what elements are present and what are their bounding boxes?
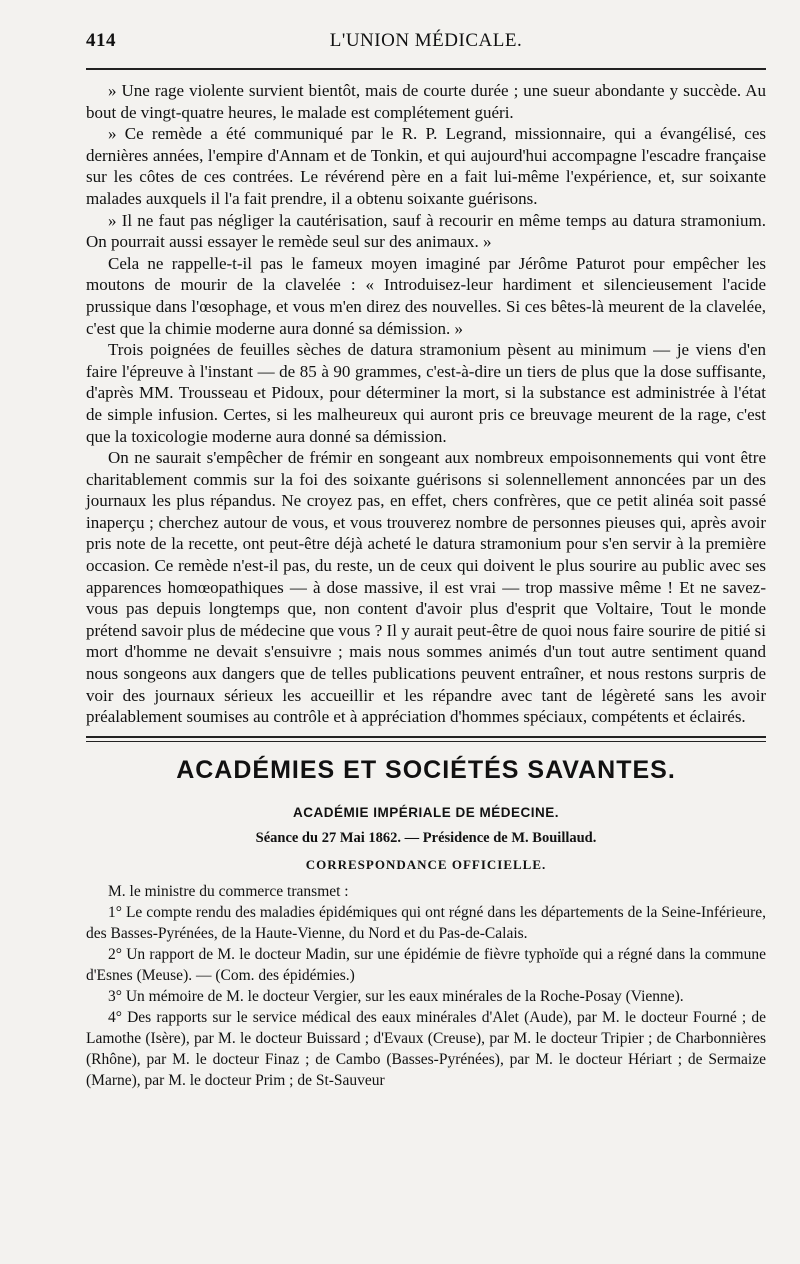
section-divider	[86, 736, 766, 742]
intro-line: M. le ministre du commerce transmet :	[108, 882, 349, 900]
list-item: 2° Un rapport de M. le docteur Madin, sur une épidémie de fièvre typhoïde qui a régné dans la commune d'Esnes (Meuse). — (Com. des épidémies.)	[86, 945, 766, 984]
list-item: 4° Des rapports sur le service médical des eaux minérales d'Alet (Aude), par M. le docteur Fourné ; de Lamothe (Isère), par M. le docteur Buissard ; d'Evaux (Creuse), par M. le docteur Tripier ; de Charbonnières (Rhône), par M. le docteur Finaz ; de Cambo (Basses-Pyrénées), par M. le docteur Hériart ; de Sermaize (Marne), par M. le docteur Prim ; de St-Sauveur	[86, 1008, 766, 1089]
list-item: 3° Un mémoire de M. le docteur Vergier, sur les eaux minérales de la Roche-Posay (Vienne).	[108, 987, 684, 1005]
header-rule	[86, 68, 766, 70]
paragraph: Cela ne rappelle-t-il pas le fameux moyen imaginé par Jérôme Paturot pour empêcher les moutons de mourir de la clavelée : « Introduisez-leur hardiment et silencieusement l'acide prussique dans l'œsophage, et vous m'en direz des nouvelles. Si ces bêtes-là meurent de la clavelée, c'est que la chimie moderne aura donné sa démission. »	[86, 253, 766, 338]
paragraph: Trois poignées de feuilles sèches de datura stramonium pèsent au minimum — je viens d'en faire l'épreuve à l'instant — de 85 à 90 grammes, c'est-à-dire un tiers de plus que la dose suffisante, d'après MM. Trousseau et Pidoux, pour déterminer la mort, si la substance est administrée à l'état de simple infusion. Certes, si les malheureux qui auront pris ce breuvage meurent de la rage, c'est que la toxicologie moderne aura donné sa démission.	[86, 340, 766, 446]
paragraph: » Ce remède a été communiqué par le R. P. Legrand, missionnaire, qui a évangélisé, ces dernières années, l'empire d'Annam et de Tonkin, et qui aujourd'hui accompagne l'escadre française sur les côtes de ces contrées. Le révérend père en a fait lui-même l'expérience, et, sur soixante malades auxquels il l'a fait prendre, il a obtenu soixante guérisons.	[86, 124, 766, 208]
page-header	[86, 30, 766, 60]
journal-title: L'UNION MÉDICALE.	[329, 30, 523, 51]
paragraph: On ne saurait s'empêcher de frémir en songeant aux nombreux empoisonnements qui vont être charitablement commis sur la foi des soixante guérisons si solennellement annoncées par un des journaux les plus répandus. Ne croyez pas, en effet, chers confrères, que ce petit alinéa soit passé inaperçu ; cherchez autour de vous, et vous trouverez nombre de personnes pieuses qui, après avoir pris note de la recette, ont peut-être déjà acheté le datura stramonium pour s'en servir à la première occasion. Ce remède n'est-il pas, du reste, un de ceux qui doivent le plus sourire au public avec ses apparences homœopathiques — à dose massive, il est vrai — trop massive même ! Et ne savez-vous pas depuis longtemps que, non content d'avoir plus d'esprit que Voltaire, Tout le monde prétend savoir plus de médecine que vous ? Il y aurait peut-être de quoi nous faire sourire de pitié si mort d'homme ne devait s'ensuivre ; mais nous sommes animés d'un tout autre sentiment quand nous songeons aux dangers que de telles publications peuvent entraîner, et nous restons surpris de voir des journaux sérieux les accueillir et les répandre avec tant de légèreté sans les avoir préalablement soumises au contrôle et à appréciation d'hommes spéciaux, compétents et éclairés.	[86, 448, 766, 727]
article-body	[86, 80, 766, 728]
paragraph: » Il ne faut pas négliger la cautérisation, sauf à recourir en même temps au datura stramonium. On pourrait aussi essayer le remède seul sur des animaux. »	[86, 210, 766, 252]
academy-heading: ACADÉMIE IMPÉRIALE DE MÉDECINE.	[292, 804, 560, 820]
paragraph: » Une rage violente survient bientôt, mais de courte durée ; une sueur abondante y succède. Au bout de vingt-quatre heures, le malade est complétement guéri.	[86, 81, 766, 122]
correspondance-body	[86, 881, 766, 1091]
section-title: ACADÉMIES ET SOCIÉTÉS SAVANTES.	[176, 755, 676, 784]
session-line: Séance du 27 Mai 1862. — Présidence de M. Bouillaud.	[255, 829, 597, 846]
list-item: 1° Le compte rendu des maladies épidémiques qui ont régné dans les départements de la Seine-Inférieure, des Basses-Pyrénées, de la Haute-Vienne, du Nord et du Pas-de-Calais.	[86, 903, 766, 942]
page-number: 414	[86, 30, 116, 51]
correspondance-heading: CORRESPONDANCE OFFICIELLE.	[305, 856, 547, 872]
